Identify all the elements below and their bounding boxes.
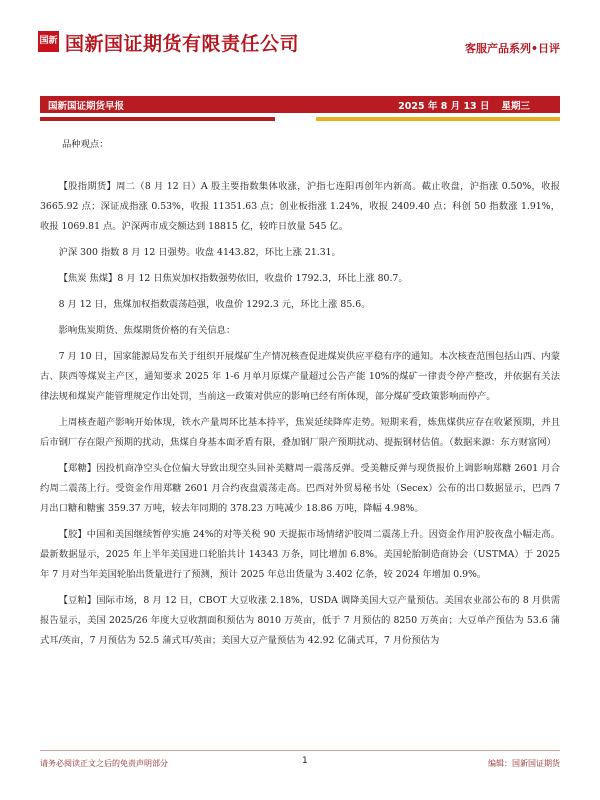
page-footer: [40, 750, 560, 775]
paragraph-coal-policy: 7 月 10 日，国家能源局发布关于组织开展煤矿生产情况核查促进煤炭供应平稳有序的通知。本次核查范围包括山西、内蒙古、陕西等煤炭主产区，通知要求 2025 年 1-6 月单月原煤产量超过公告产能 10%的煤矿一律责令停产整改，并依据有关法律法规和煤炭产能管理规定作出处罚，当前这一政策对供应的影响已经有所体现，部分煤矿受政策影响而停产。: [40, 351, 560, 402]
page-header: [0, 0, 600, 90]
report-weekday: 星期三: [501, 101, 530, 112]
gold-divider: [316, 117, 560, 121]
series-label: 客服产品系列•日评: [464, 42, 560, 55]
paragraph-rubber: 【胶】中国和美国继续暂停实施 24%的对等关税 90 天提振市场情绪沪胶周二震荡上升。因资金作用沪胶夜盘小幅走高。最新数据显示，2025 年上半年美国进口轮胎共计 14343 万条，同比增加 6.8%。美国轮胎制造商协会（USTMA）于 2025 年 7 月对当年美国轮胎出货量进行了预测，预计 2025 年总出货量为 3.402 亿条，较 2024 年增加 0.9%。: [40, 529, 560, 580]
paragraph-coal-info-heading: 影响焦炭期货、焦煤期货价格的有关信息：: [58, 325, 236, 336]
paragraph-coking-coal: 8 月 12 日，焦煤加权指数震荡趋强，收盘价 1292.3 元，环比上涨 85.6。: [58, 299, 371, 310]
report-date: 2025 年 8 月 13 日: [398, 101, 490, 112]
report-banner: [40, 96, 560, 113]
report-title: 国新国证期货早报: [48, 101, 125, 112]
paragraph-sugar: 【郑糖】因投机商净空头仓位偏大导致出现空头回补美糖周一震荡反弹。受美糖反弹与现货报价上调影响郑糖 2601 月合约周二震荡上行。受资金作用郑糖 2601 月合约夜盘震荡走高。巴西对外贸易秘书处（Secex）公布的出口数据显示，巴西 7 月出口糖和糖蜜 359.37 万吨，较去年同期的 378.23 万吨减少 18.86 万吨，降幅 4.98%。: [40, 463, 560, 514]
disclaimer-note: 请务必阅读正文之后的免责声明部分: [40, 759, 168, 768]
report-date-block: [386, 98, 530, 112]
report-body: [40, 135, 560, 657]
decorative-bars: [40, 117, 560, 121]
section-intro: 品种观点：: [62, 139, 109, 150]
paragraph-coal-outlook: 上周核查超产影响开始体现，铁水产量周环比基本持平，焦炭延续降库走势。短期来看，炼焦煤供应存在收紧预期，并且后市钢厂存在限产预期的扰动，焦煤自身基本面矛盾有限，叠加钢厂限产预期扰动、提振钢材估值。（数据来源：东方财富网）: [40, 417, 560, 448]
paragraph-hs300: 沪深 300 指数 8 月 12 日强势。收盘 4143.82，环比上涨 21.31。: [58, 247, 341, 258]
paragraph-soybean-meal: 【豆粕】国际市场，8 月 12 日，CBOT 大豆收涨 2.18%，USDA 调降美国大豆产量预估。美国农业部公布的 8 月供需报告显示，美国 2025/26 年度大豆收割面积预估为 8010 万英亩，低于 7 月预估的 8250 万英亩；大豆单产预估为 53.6 蒲式耳/英亩，7 月预估为 52.5 蒲式耳/英亩；美国大豆产量预估为 42.92 亿蒲式耳，7 月份预估为: [40, 595, 560, 646]
paragraph-coke: 【焦炭 焦煤】8 月 12 日焦炭加权指数强势依旧，收盘价 1792.3，环比上涨 80.7。: [58, 273, 408, 284]
editor-credit: 编辑：国新国证期货: [488, 759, 560, 768]
paragraph-stock-index: 【股指期货】周二（8 月 12 日）A 股主要指数集体收涨，沪指七连阳再创年内新高。截止收盘，沪指涨 0.50%，收报 3665.92 点；深证成指涨 0.53%，收报 11351.63 点；创业板指涨 1.24%，收报 2409.40 点；科创 50 指数涨 1.91%，收报 1069.81 点。沪深两市成交额达到 18815 亿，较昨日放量 545 亿。: [40, 181, 560, 232]
company-name: 国新国证期货有限责任公司: [65, 33, 300, 55]
company-logo: 国新: [38, 31, 59, 52]
red-divider: [40, 117, 275, 121]
page-number: 1: [302, 756, 308, 766]
